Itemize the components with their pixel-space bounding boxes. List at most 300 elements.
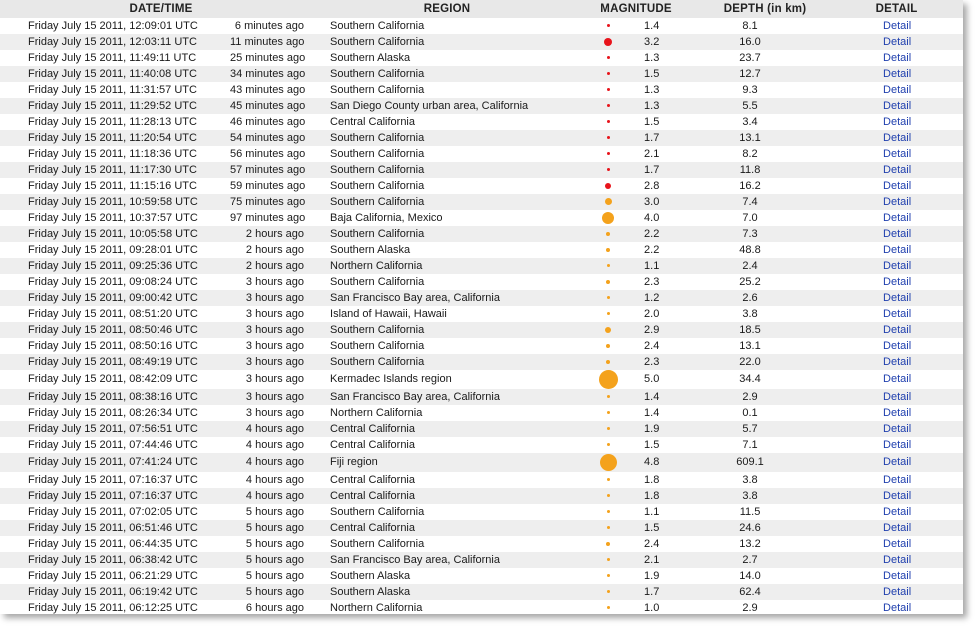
row-time-ago: 54 minutes ago bbox=[230, 131, 306, 144]
detail-link[interactable]: Detail bbox=[883, 307, 912, 320]
row-datetime: Friday July 15 2011, 11:31:57 UTC bbox=[28, 83, 197, 96]
row-time-ago: 2 hours ago bbox=[245, 227, 305, 240]
row-depth: 34.4 bbox=[739, 373, 761, 385]
row-magnitude: 1.5 bbox=[644, 67, 660, 80]
row-region: Southern California bbox=[330, 505, 425, 518]
magnitude-circle-icon bbox=[607, 606, 610, 609]
row-depth: 7.1 bbox=[742, 438, 758, 451]
row-datetime: Friday July 15 2011, 08:42:09 UTC bbox=[28, 373, 198, 385]
row-magnitude-marker bbox=[572, 290, 644, 306]
row-time-ago: 4 hours ago bbox=[245, 489, 305, 502]
row-datetime: Friday July 15 2011, 07:16:37 UTC bbox=[28, 473, 198, 486]
table-row[interactable] bbox=[0, 290, 963, 306]
row-datetime: Friday July 15 2011, 08:50:16 UTC bbox=[28, 339, 198, 352]
row-magnitude: 3.0 bbox=[644, 195, 660, 208]
table-row[interactable] bbox=[0, 600, 963, 614]
row-region: Baja California, Mexico bbox=[330, 211, 443, 224]
detail-link[interactable]: Detail bbox=[883, 373, 912, 385]
table-row[interactable] bbox=[0, 568, 963, 584]
detail-link[interactable]: Detail bbox=[883, 473, 912, 486]
row-time-ago: 3 hours ago bbox=[245, 339, 305, 352]
row-detail-cell bbox=[830, 536, 963, 552]
row-time-ago: 6 hours ago bbox=[245, 601, 305, 614]
row-datetime: Friday July 15 2011, 06:38:42 UTC bbox=[28, 553, 198, 566]
row-detail-cell bbox=[830, 437, 963, 453]
row-time-ago: 46 minutes ago bbox=[230, 115, 306, 128]
row-magnitude: 2.2 bbox=[644, 227, 660, 240]
table-row[interactable] bbox=[0, 552, 963, 568]
row-region: San Diego County urban area, California bbox=[330, 99, 529, 112]
row-depth: 3.8 bbox=[742, 307, 758, 320]
row-region: Northern California bbox=[330, 601, 423, 614]
magnitude-circle-icon bbox=[607, 427, 610, 430]
row-detail-cell bbox=[830, 98, 963, 114]
detail-link[interactable]: Detail bbox=[883, 131, 912, 144]
detail-link[interactable]: Detail bbox=[883, 456, 912, 468]
table-row[interactable] bbox=[0, 258, 963, 274]
row-detail-cell bbox=[830, 50, 963, 66]
row-detail-cell bbox=[830, 370, 963, 389]
magnitude-circle-icon bbox=[607, 526, 610, 529]
detail-link[interactable]: Detail bbox=[883, 489, 912, 502]
magnitude-circle-icon bbox=[607, 88, 610, 91]
row-magnitude-marker bbox=[572, 178, 644, 194]
detail-link[interactable]: Detail bbox=[883, 211, 912, 224]
magnitude-circle-icon bbox=[607, 136, 610, 139]
row-datetime: Friday July 15 2011, 07:02:05 UTC bbox=[28, 505, 198, 518]
table-row[interactable] bbox=[0, 354, 963, 370]
row-detail-cell bbox=[830, 178, 963, 194]
row-detail-cell bbox=[830, 568, 963, 584]
row-magnitude-marker bbox=[572, 114, 644, 130]
row-region: San Francisco Bay area, California bbox=[330, 390, 500, 403]
row-datetime: Friday July 15 2011, 09:28:01 UTC bbox=[28, 243, 198, 256]
row-magnitude-marker bbox=[572, 504, 644, 520]
row-magnitude: 2.4 bbox=[644, 339, 660, 352]
table-row[interactable] bbox=[0, 437, 963, 453]
row-datetime: Friday July 15 2011, 11:28:13 UTC bbox=[28, 115, 197, 128]
row-depth: 609.1 bbox=[736, 456, 764, 468]
table-row[interactable] bbox=[0, 453, 963, 472]
row-magnitude-marker bbox=[572, 600, 644, 614]
detail-link[interactable]: Detail bbox=[883, 19, 912, 32]
row-magnitude-marker bbox=[572, 405, 644, 421]
row-magnitude-marker bbox=[572, 274, 644, 290]
row-magnitude-marker bbox=[572, 130, 644, 146]
table-row[interactable] bbox=[0, 114, 963, 130]
table-row[interactable] bbox=[0, 130, 963, 146]
magnitude-circle-icon bbox=[602, 212, 614, 224]
table-row[interactable] bbox=[0, 405, 963, 421]
row-depth: 2.7 bbox=[742, 553, 758, 566]
row-magnitude-marker bbox=[572, 338, 644, 354]
row-region: Southern California bbox=[330, 179, 425, 192]
row-depth: 7.3 bbox=[742, 227, 758, 240]
row-magnitude: 1.4 bbox=[644, 390, 660, 403]
magnitude-circle-icon bbox=[600, 454, 617, 471]
row-region: Southern California bbox=[330, 163, 425, 176]
row-datetime: Friday July 15 2011, 08:26:34 UTC bbox=[28, 406, 198, 419]
table-row[interactable] bbox=[0, 389, 963, 405]
header-detail[interactable]: DETAIL bbox=[875, 3, 918, 15]
row-datetime: Friday July 15 2011, 09:25:36 UTC bbox=[28, 259, 198, 272]
detail-link[interactable]: Detail bbox=[883, 35, 912, 48]
row-magnitude: 1.4 bbox=[644, 406, 660, 419]
row-magnitude-marker bbox=[572, 66, 644, 82]
table-row[interactable] bbox=[0, 274, 963, 290]
row-region: Southern California bbox=[330, 67, 425, 80]
table-row[interactable] bbox=[0, 98, 963, 114]
row-magnitude: 1.3 bbox=[644, 99, 660, 112]
table-row[interactable] bbox=[0, 18, 963, 34]
magnitude-circle-icon bbox=[607, 168, 610, 171]
header-magnitude[interactable]: MAGNITUDE bbox=[600, 3, 672, 15]
detail-link[interactable]: Detail bbox=[883, 422, 912, 435]
detail-link[interactable]: Detail bbox=[883, 553, 912, 566]
row-detail-cell bbox=[830, 114, 963, 130]
row-magnitude: 2.9 bbox=[644, 323, 660, 336]
table-row[interactable] bbox=[0, 322, 963, 338]
row-magnitude-marker bbox=[572, 34, 644, 50]
table-row[interactable] bbox=[0, 146, 963, 162]
detail-link[interactable]: Detail bbox=[883, 259, 912, 272]
row-datetime: Friday July 15 2011, 12:09:01 UTC bbox=[28, 19, 198, 32]
row-datetime: Friday July 15 2011, 11:49:11 UTC bbox=[28, 51, 197, 64]
row-magnitude: 1.3 bbox=[644, 51, 660, 64]
header-depth[interactable]: DEPTH (in km) bbox=[723, 3, 807, 15]
table-row[interactable] bbox=[0, 306, 963, 322]
magnitude-circle-icon bbox=[607, 72, 610, 75]
row-detail-cell bbox=[830, 290, 963, 306]
row-detail-cell bbox=[830, 258, 963, 274]
row-time-ago: 4 hours ago bbox=[245, 456, 305, 468]
row-time-ago: 11 minutes ago bbox=[230, 35, 305, 48]
row-depth: 3.4 bbox=[742, 115, 758, 128]
detail-link[interactable]: Detail bbox=[883, 585, 912, 598]
row-datetime: Friday July 15 2011, 07:56:51 UTC bbox=[28, 422, 198, 435]
row-datetime: Friday July 15 2011, 08:50:46 UTC bbox=[28, 323, 198, 336]
row-datetime: Friday July 15 2011, 06:51:46 UTC bbox=[28, 521, 198, 534]
detail-link[interactable]: Detail bbox=[883, 195, 912, 208]
row-time-ago: 4 hours ago bbox=[245, 473, 305, 486]
row-depth: 0.1 bbox=[742, 406, 758, 419]
row-magnitude-marker bbox=[572, 453, 644, 472]
row-datetime: Friday July 15 2011, 10:37:57 UTC bbox=[28, 211, 198, 224]
magnitude-circle-icon bbox=[607, 56, 610, 59]
row-region: Southern California bbox=[330, 275, 425, 288]
row-region: Northern California bbox=[330, 259, 423, 272]
detail-link[interactable]: Detail bbox=[883, 179, 912, 192]
table-row[interactable] bbox=[0, 194, 963, 210]
row-magnitude: 1.4 bbox=[644, 19, 660, 32]
row-depth: 7.4 bbox=[742, 195, 758, 208]
row-region: Island of Hawaii, Hawaii bbox=[330, 307, 447, 320]
row-magnitude-marker bbox=[572, 370, 644, 389]
row-detail-cell bbox=[830, 66, 963, 82]
row-datetime: Friday July 15 2011, 06:44:35 UTC bbox=[28, 537, 198, 550]
row-detail-cell bbox=[830, 210, 963, 226]
table-row[interactable] bbox=[0, 66, 963, 82]
row-datetime: Friday July 15 2011, 11:18:36 UTC bbox=[28, 147, 197, 160]
detail-link[interactable]: Detail bbox=[883, 323, 912, 336]
row-depth: 62.4 bbox=[739, 585, 761, 598]
row-magnitude: 1.8 bbox=[644, 489, 660, 502]
row-magnitude: 1.1 bbox=[644, 505, 660, 518]
table-row[interactable] bbox=[0, 584, 963, 600]
row-magnitude-marker bbox=[572, 472, 644, 488]
row-detail-cell bbox=[830, 584, 963, 600]
row-depth: 2.9 bbox=[742, 601, 758, 614]
detail-link[interactable]: Detail bbox=[883, 227, 912, 240]
magnitude-circle-icon bbox=[604, 38, 612, 46]
detail-link[interactable]: Detail bbox=[883, 291, 912, 304]
row-time-ago: 45 minutes ago bbox=[230, 99, 306, 112]
row-magnitude: 1.3 bbox=[644, 83, 660, 96]
row-region: Southern California bbox=[330, 339, 425, 352]
magnitude-circle-icon bbox=[605, 327, 611, 333]
row-detail-cell bbox=[830, 130, 963, 146]
row-depth: 23.7 bbox=[739, 51, 761, 64]
row-datetime: Friday July 15 2011, 11:40:08 UTC bbox=[28, 67, 197, 80]
row-magnitude: 1.9 bbox=[644, 569, 660, 582]
detail-link[interactable]: Detail bbox=[883, 521, 912, 534]
row-depth: 5.7 bbox=[742, 422, 758, 435]
detail-link[interactable]: Detail bbox=[883, 67, 912, 80]
magnitude-circle-icon bbox=[607, 494, 610, 497]
table-row[interactable] bbox=[0, 34, 963, 50]
row-depth: 2.6 bbox=[742, 291, 758, 304]
magnitude-circle-icon bbox=[607, 478, 610, 481]
table-row[interactable] bbox=[0, 242, 963, 258]
row-region: Southern California bbox=[330, 355, 425, 368]
row-datetime: Friday July 15 2011, 08:51:20 UTC bbox=[28, 307, 198, 320]
row-depth: 48.8 bbox=[739, 243, 761, 256]
detail-link[interactable]: Detail bbox=[883, 147, 912, 160]
row-time-ago: 25 minutes ago bbox=[230, 51, 306, 64]
row-depth: 12.7 bbox=[739, 67, 761, 80]
detail-link[interactable]: Detail bbox=[883, 99, 912, 112]
magnitude-circle-icon bbox=[599, 370, 618, 389]
table-row[interactable] bbox=[0, 210, 963, 226]
table-row[interactable] bbox=[0, 226, 963, 242]
row-magnitude: 1.5 bbox=[644, 438, 660, 451]
row-detail-cell bbox=[830, 194, 963, 210]
table-row[interactable] bbox=[0, 50, 963, 66]
header-region[interactable]: REGION bbox=[423, 3, 471, 15]
row-detail-cell bbox=[830, 472, 963, 488]
row-depth: 16.2 bbox=[739, 179, 761, 192]
row-depth: 5.5 bbox=[742, 99, 758, 112]
row-magnitude-marker bbox=[572, 194, 644, 210]
row-detail-cell bbox=[830, 453, 963, 472]
detail-link[interactable]: Detail bbox=[883, 355, 912, 368]
row-detail-cell bbox=[830, 354, 963, 370]
row-depth: 7.0 bbox=[742, 211, 758, 224]
magnitude-circle-icon bbox=[606, 542, 610, 546]
row-magnitude: 1.7 bbox=[644, 163, 660, 176]
table-row[interactable] bbox=[0, 370, 963, 389]
row-magnitude-marker bbox=[572, 568, 644, 584]
row-time-ago: 2 hours ago bbox=[245, 243, 305, 256]
table-row[interactable] bbox=[0, 488, 963, 504]
detail-link[interactable]: Detail bbox=[883, 83, 912, 96]
detail-link[interactable]: Detail bbox=[883, 339, 912, 352]
row-region: Southern California bbox=[330, 323, 425, 336]
row-detail-cell bbox=[830, 520, 963, 536]
magnitude-circle-icon bbox=[607, 24, 610, 27]
header-datetime[interactable]: DATE/TIME bbox=[129, 3, 193, 15]
magnitude-circle-icon bbox=[607, 104, 610, 107]
row-depth: 8.2 bbox=[742, 147, 758, 160]
row-region: Southern California bbox=[330, 537, 425, 550]
row-datetime: Friday July 15 2011, 11:20:54 UTC bbox=[28, 131, 197, 144]
row-region: Central California bbox=[330, 489, 415, 502]
row-detail-cell bbox=[830, 322, 963, 338]
row-depth: 2.9 bbox=[742, 390, 758, 403]
magnitude-circle-icon bbox=[607, 558, 610, 561]
row-detail-cell bbox=[830, 421, 963, 437]
row-depth: 3.8 bbox=[742, 489, 758, 502]
row-time-ago: 5 hours ago bbox=[245, 505, 305, 518]
row-magnitude: 1.2 bbox=[644, 291, 660, 304]
row-region: Southern Alaska bbox=[330, 51, 411, 64]
detail-link[interactable]: Detail bbox=[883, 115, 912, 128]
row-magnitude-marker bbox=[572, 520, 644, 536]
row-detail-cell bbox=[830, 274, 963, 290]
row-region: Southern California bbox=[330, 131, 425, 144]
row-depth: 16.0 bbox=[739, 35, 761, 48]
row-magnitude: 1.5 bbox=[644, 115, 660, 128]
table-row[interactable] bbox=[0, 162, 963, 178]
row-region: Southern Alaska bbox=[330, 243, 411, 256]
row-magnitude: 1.7 bbox=[644, 131, 660, 144]
row-depth: 13.2 bbox=[739, 537, 761, 550]
row-detail-cell bbox=[830, 146, 963, 162]
row-datetime: Friday July 15 2011, 10:59:58 UTC bbox=[28, 195, 198, 208]
detail-link[interactable]: Detail bbox=[883, 537, 912, 550]
row-depth: 13.1 bbox=[739, 339, 761, 352]
row-time-ago: 3 hours ago bbox=[245, 373, 305, 385]
row-magnitude: 2.1 bbox=[644, 553, 660, 566]
row-depth: 13.1 bbox=[739, 131, 761, 144]
row-region: Fiji region bbox=[330, 456, 378, 468]
row-time-ago: 2 hours ago bbox=[245, 259, 305, 272]
row-time-ago: 3 hours ago bbox=[245, 307, 305, 320]
magnitude-circle-icon bbox=[607, 574, 610, 577]
row-time-ago: 97 minutes ago bbox=[230, 211, 306, 224]
row-magnitude-marker bbox=[572, 258, 644, 274]
row-region: Southern California bbox=[330, 195, 425, 208]
row-magnitude: 3.2 bbox=[644, 35, 660, 48]
table-row[interactable] bbox=[0, 178, 963, 194]
detail-link[interactable]: Detail bbox=[883, 569, 912, 582]
magnitude-circle-icon bbox=[606, 232, 610, 236]
detail-link[interactable]: Detail bbox=[883, 51, 912, 64]
row-time-ago: 59 minutes ago bbox=[230, 179, 306, 192]
row-time-ago: 5 hours ago bbox=[245, 521, 305, 534]
row-time-ago: 5 hours ago bbox=[245, 553, 305, 566]
row-region: Southern California bbox=[330, 19, 425, 32]
row-time-ago: 34 minutes ago bbox=[230, 67, 306, 80]
row-region: Southern California bbox=[330, 227, 425, 240]
row-region: Central California bbox=[330, 473, 415, 486]
detail-link[interactable]: Detail bbox=[883, 505, 912, 518]
row-datetime: Friday July 15 2011, 12:03:11 UTC bbox=[28, 35, 197, 48]
row-datetime: Friday July 15 2011, 11:15:16 UTC bbox=[28, 179, 197, 192]
row-datetime: Friday July 15 2011, 06:12:25 UTC bbox=[28, 601, 198, 614]
row-datetime: Friday July 15 2011, 07:41:24 UTC bbox=[28, 456, 198, 468]
row-magnitude: 1.8 bbox=[644, 473, 660, 486]
row-magnitude: 5.0 bbox=[644, 373, 660, 385]
detail-link[interactable]: Detail bbox=[883, 390, 912, 403]
row-datetime: Friday July 15 2011, 07:44:46 UTC bbox=[28, 438, 198, 451]
row-region: San Francisco Bay area, California bbox=[330, 553, 500, 566]
row-datetime: Friday July 15 2011, 07:16:37 UTC bbox=[28, 489, 198, 502]
table-row[interactable] bbox=[0, 338, 963, 354]
detail-link[interactable]: Detail bbox=[883, 163, 912, 176]
magnitude-circle-icon bbox=[606, 280, 610, 284]
table-row[interactable] bbox=[0, 421, 963, 437]
detail-link[interactable]: Detail bbox=[883, 438, 912, 451]
row-magnitude-marker bbox=[572, 210, 644, 226]
row-magnitude-marker bbox=[572, 488, 644, 504]
detail-link[interactable]: Detail bbox=[883, 243, 912, 256]
detail-link[interactable]: Detail bbox=[883, 406, 912, 419]
row-depth: 2.4 bbox=[742, 259, 758, 272]
magnitude-circle-icon bbox=[606, 344, 610, 348]
table-row[interactable] bbox=[0, 82, 963, 98]
row-magnitude: 2.1 bbox=[644, 147, 660, 160]
table-row[interactable] bbox=[0, 504, 963, 520]
row-magnitude-marker bbox=[572, 18, 644, 34]
magnitude-circle-icon bbox=[607, 590, 610, 593]
row-detail-cell bbox=[830, 82, 963, 98]
row-magnitude-marker bbox=[572, 306, 644, 322]
row-time-ago: 6 minutes ago bbox=[234, 19, 305, 32]
magnitude-circle-icon bbox=[607, 152, 610, 155]
row-magnitude-marker bbox=[572, 50, 644, 66]
table-row[interactable] bbox=[0, 520, 963, 536]
row-region: Central California bbox=[330, 115, 415, 128]
row-magnitude: 4.0 bbox=[644, 211, 660, 224]
row-depth: 24.6 bbox=[739, 521, 761, 534]
row-detail-cell bbox=[830, 34, 963, 50]
row-magnitude: 4.8 bbox=[644, 456, 660, 468]
row-magnitude: 2.3 bbox=[644, 355, 660, 368]
table-row[interactable] bbox=[0, 536, 963, 552]
row-datetime: Friday July 15 2011, 11:17:30 UTC bbox=[28, 163, 197, 176]
row-time-ago: 4 hours ago bbox=[245, 422, 305, 435]
row-datetime: Friday July 15 2011, 09:08:24 UTC bbox=[28, 275, 198, 288]
detail-link[interactable]: Detail bbox=[883, 601, 912, 614]
row-depth: 25.2 bbox=[739, 275, 761, 288]
row-datetime: Friday July 15 2011, 06:19:42 UTC bbox=[28, 585, 198, 598]
row-depth: 9.3 bbox=[742, 83, 758, 96]
detail-link[interactable]: Detail bbox=[883, 275, 912, 288]
row-detail-cell bbox=[830, 389, 963, 405]
row-magnitude-marker bbox=[572, 584, 644, 600]
row-datetime: Friday July 15 2011, 06:21:29 UTC bbox=[28, 569, 198, 582]
row-datetime: Friday July 15 2011, 09:00:42 UTC bbox=[28, 291, 198, 304]
magnitude-circle-icon bbox=[607, 120, 610, 123]
row-depth: 3.8 bbox=[742, 473, 758, 486]
row-magnitude: 1.7 bbox=[644, 585, 660, 598]
row-time-ago: 57 minutes ago bbox=[230, 163, 306, 176]
magnitude-circle-icon bbox=[606, 360, 610, 364]
row-magnitude-marker bbox=[572, 437, 644, 453]
table-row[interactable] bbox=[0, 472, 963, 488]
row-region: Southern Alaska bbox=[330, 569, 411, 582]
